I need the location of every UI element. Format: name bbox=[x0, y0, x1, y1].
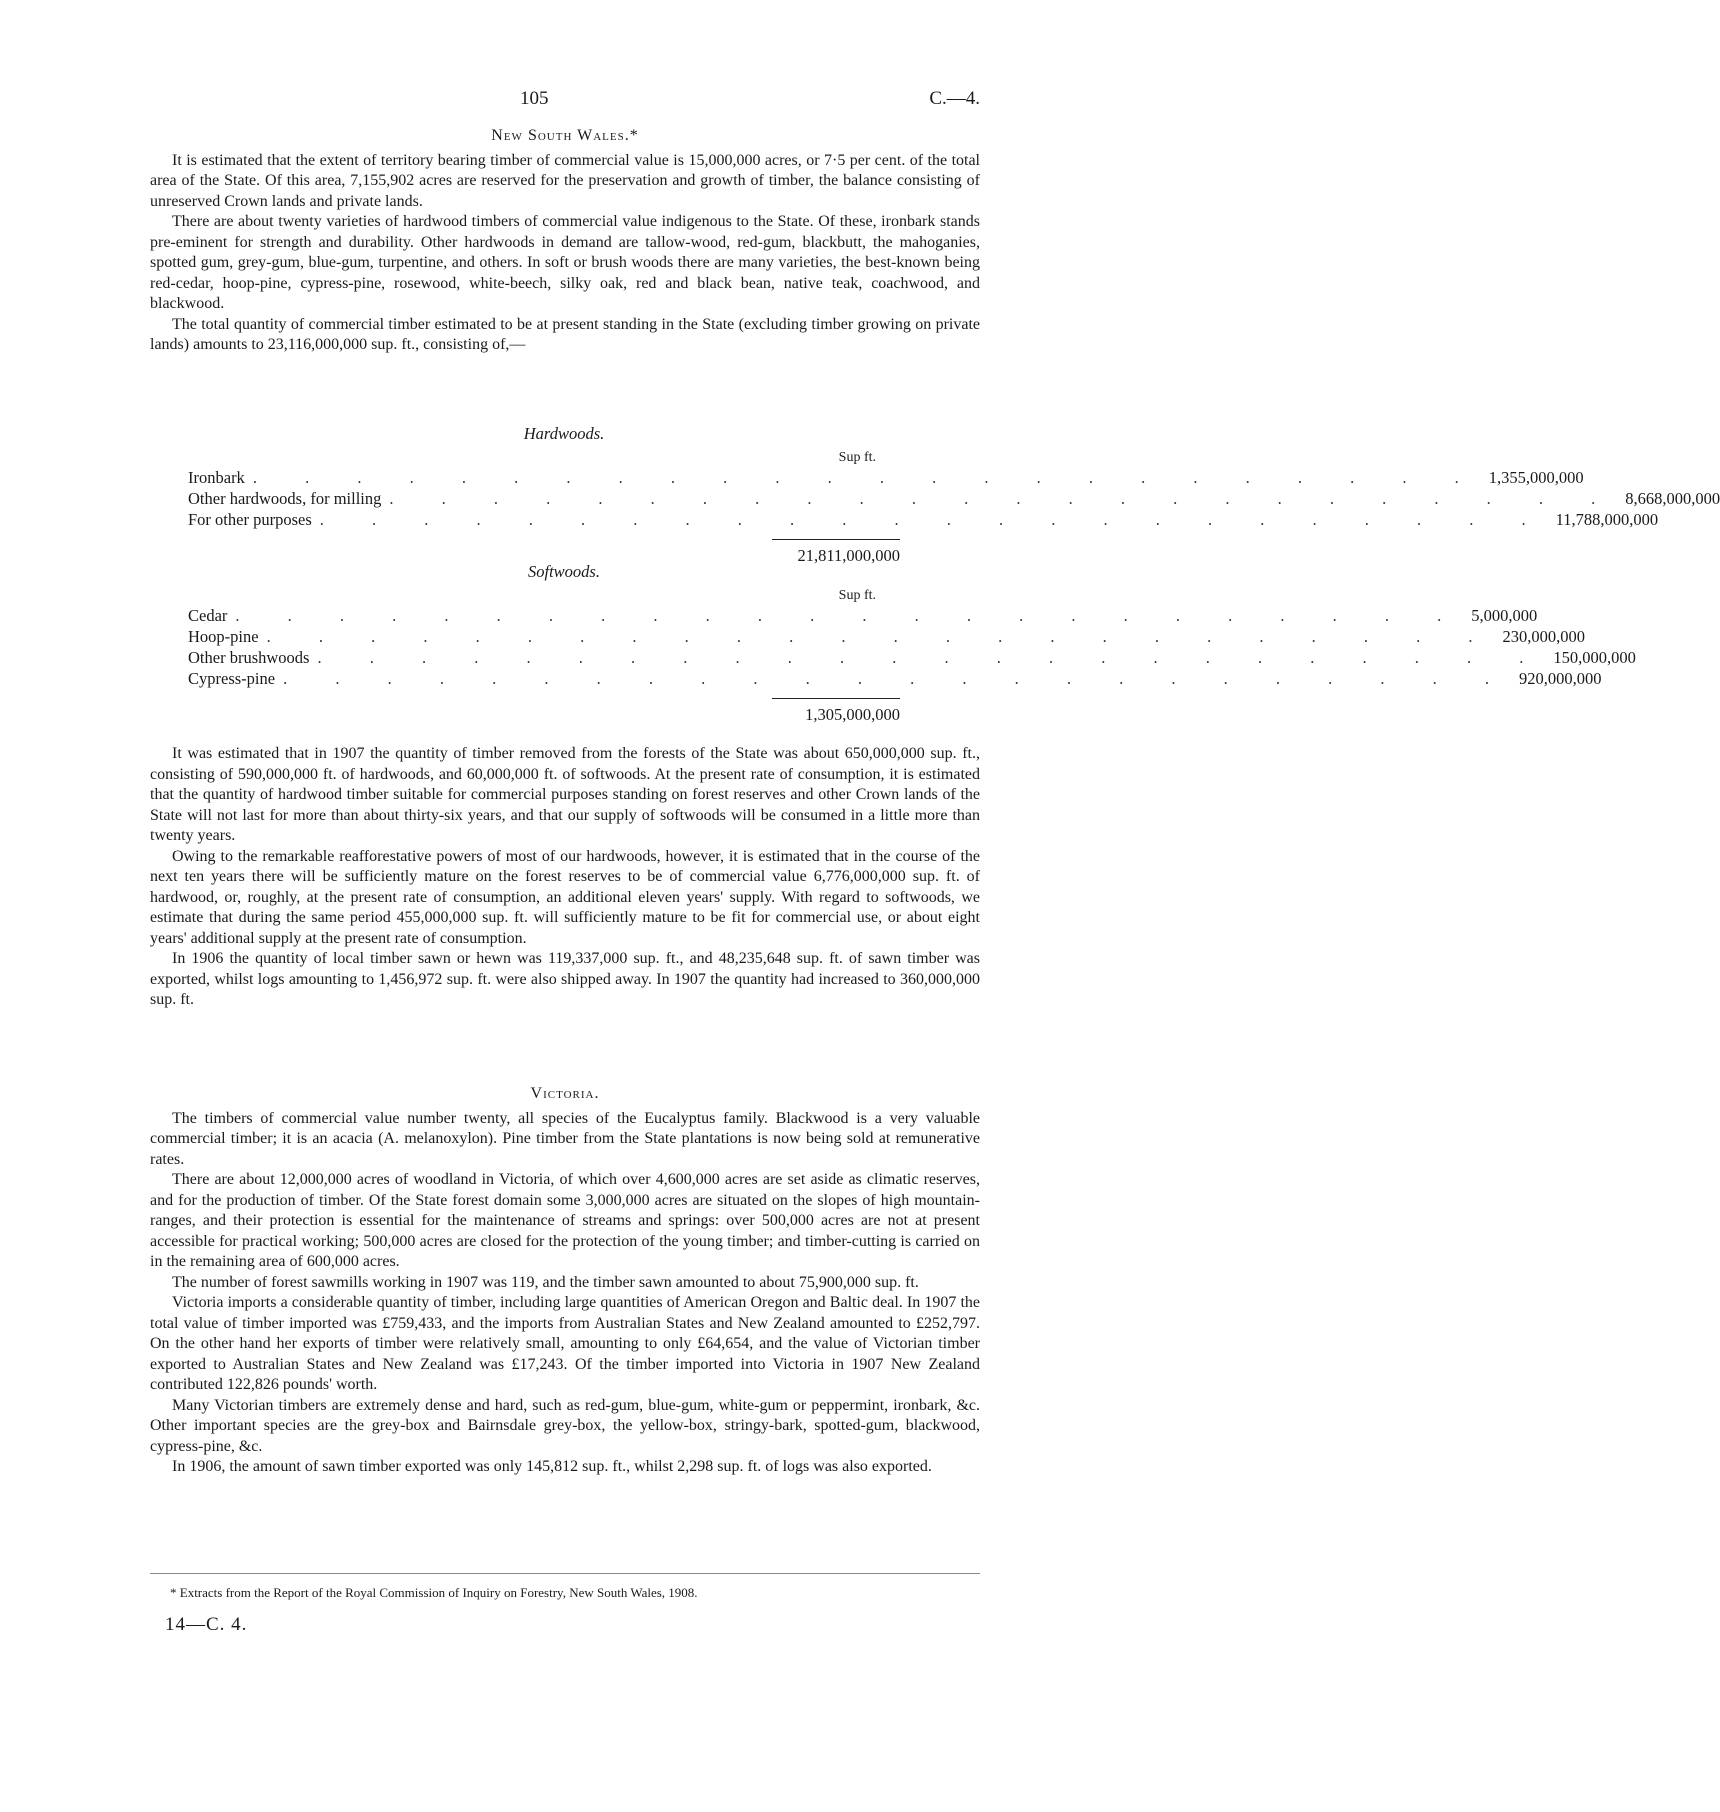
row-label: Cypress-pine bbox=[188, 669, 276, 688]
row-value: 230,000,000 bbox=[1502, 627, 1585, 646]
victoria-paragraph: The timbers of commercial value number twenty, all species of the Eucalyptus family. Blackwood is a very valuable commercial timber; it is an acacia (A. melanoxylon). Pine timber from the State plantations is now being sold at remunerative rates. bbox=[150, 1109, 980, 1168]
hardwoods-caption: Hardwoods. bbox=[523, 424, 605, 443]
nsw-paragraph: In 1906 the quantity of local timber sawn or hewn was 119,337,000 sup. ft., and 48,235,648 sup. ft. of sawn timber was exported, whilst logs amounting to 1,456,972 sup. ft. were also shipped away. In 1907 the quantity had increased to 360,000,000 sup. ft. bbox=[150, 950, 980, 1008]
victoria-paragraph: Many Victorian timbers are extremely dense and hard, such as red-gum, blue-gum, white-gum or peppermint, ironbark, &c. Other important species are the grey-box and Bairnsdale grey-box, the yellow-box, stringy-bark, spotted-gum, blackwood, cypress-pine, &c. bbox=[150, 1396, 980, 1455]
row-label: Other hardwoods, for milling bbox=[188, 489, 382, 508]
row-value: 1,355,000,000 bbox=[1488, 468, 1584, 487]
nsw-section-continued bbox=[150, 744, 980, 1011]
leader-dots: . . . . . . . . . . . . . . . . . . . . . . . . bbox=[283, 669, 1511, 688]
page-header bbox=[150, 88, 980, 112]
victoria-paragraph: The number of forest sawmills working in 1907 was 119, and the timber sawn amounted to about 75,900,000 sup. ft. bbox=[172, 1273, 919, 1291]
nsw-section bbox=[150, 126, 980, 356]
row-value: 11,788,000,000 bbox=[1555, 510, 1659, 529]
table-row bbox=[188, 627, 1585, 648]
page-number: 105 bbox=[520, 88, 549, 109]
leader-dots: . . . . . . . . . . . . . . . . . . . . . . . . bbox=[319, 510, 1548, 529]
victoria-heading: Victoria. bbox=[530, 1085, 600, 1102]
softwoods-total: 1,305,000,000 bbox=[805, 705, 900, 724]
footnote: * Extracts from the Report of the Royal Commission of Inquiry on Forestry, New South Wales, 1908. bbox=[170, 1585, 698, 1600]
row-value: 5,000,000 bbox=[1471, 606, 1538, 625]
row-label: Cedar bbox=[188, 606, 228, 625]
footnote-divider bbox=[150, 1573, 980, 1574]
signature-mark: 14—C. 4. bbox=[165, 1614, 248, 1635]
row-value: 150,000,000 bbox=[1553, 648, 1636, 667]
row-label: For other purposes bbox=[188, 510, 312, 529]
row-label: Other brushwoods bbox=[188, 648, 310, 667]
nsw-paragraph: It was estimated that in 1907 the quantity of timber removed from the forests of the State was about 650,000,000 sup. ft., consisting of 590,000,000 ft. of hardwoods, and 60,000,000 ft. of softwoods. At the present rate of consumption, it is estimated that the quantity of hardwood timber suitable for commercial purposes standing on forest reserves and other Crown lands of the State will not last for more than about thirty-six years, and that our supply of softwoods will be consumed in a little more than twenty years. bbox=[150, 745, 980, 844]
leader-dots: . . . . . . . . . . . . . . . . . . . . . . . . bbox=[389, 489, 1618, 508]
nsw-heading: New South Wales.* bbox=[491, 127, 639, 144]
victoria-paragraph: There are about 12,000,000 acres of woodland in Victoria, of which over 4,600,000 acres are set aside as climatic reserves, and for the production of timber. Of the State forest domain some 3,000,000 acres are situated on the slopes of high mountain-ranges, and their protection is essential for the maintenance of streams and springs: over 500,000 acres are not at present accessible for practical working; 500,000 acres are closed for the protection of the young timber; and timber-cutting is carried on in the remaining area of 600,000 acres. bbox=[150, 1171, 980, 1270]
nsw-paragraph: There are about twenty varieties of hardwood timbers of commercial value indigenous to the State. Of these, ironbark stands pre-eminent for strength and durability. Other hardwoods in demand are tallow-wood, red-gum, blackbutt, the mahoganies, spotted gum, grey-gum, blue-gum, turpentine, and others. In soft or brush woods there are many varieties, the best-known being red-cedar, hoop-pine, cypress-pine, rosewood, white-beech, silky oak, red and black bean, native teak, coachwood, and blackwood. bbox=[150, 213, 980, 312]
table-row bbox=[188, 606, 1538, 627]
softwoods-table bbox=[188, 562, 1636, 727]
leader-dots: . . . . . . . . . . . . . . . . . . . . . . . . bbox=[235, 606, 1464, 625]
table-row bbox=[188, 669, 1602, 690]
softwoods-caption: Softwoods. bbox=[528, 562, 600, 581]
softwoods-unit: Sup ft. bbox=[838, 588, 876, 603]
table-row bbox=[188, 468, 1584, 489]
row-label: Hoop-pine bbox=[188, 627, 259, 646]
table-row bbox=[188, 510, 1659, 531]
row-value: 920,000,000 bbox=[1518, 669, 1602, 688]
nsw-paragraph: The total quantity of commercial timber estimated to be at present standing in the State (excluding timber growing on private lands) amounts to 23,116,000,000 sup. ft., consisting of,— bbox=[150, 315, 980, 353]
victoria-paragraph: In 1906, the amount of sawn timber exported was only 145,812 sup. ft., whilst 2,298 sup. ft. of logs was also exported. bbox=[172, 1458, 932, 1475]
row-label: Ironbark bbox=[188, 468, 245, 487]
table-row bbox=[188, 648, 1636, 669]
hardwoods-table bbox=[188, 424, 1720, 568]
victoria-section bbox=[150, 1084, 980, 1478]
leader-dots: . . . . . . . . . . . . . . . . . . . . . . . . bbox=[317, 648, 1546, 667]
nsw-paragraph: Owing to the remarkable reafforestative powers of most of our hardwoods, however, it is estimated that in the course of the next ten years there will be sufficiently mature on the forest reserves to be of commercial value 6,776,000,000 sup. ft. of hardwood, or, roughly, at the present rate of consumption, an additional eleven years' supply. With regard to softwoods, we estimate that during the same period 455,000,000 sup. ft. will sufficiently mature to be fit for commercial use, or about eight years' additional supply at the present rate of consumption. bbox=[150, 847, 980, 947]
row-value: 8,668,000,000 bbox=[1625, 489, 1720, 508]
hardwoods-total: 21,811,000,000 bbox=[797, 546, 900, 565]
leader-dots: . . . . . . . . . . . . . . . . . . . . . . . . bbox=[252, 468, 1481, 487]
hardwoods-unit: Sup ft. bbox=[838, 450, 876, 465]
leader-dots: . . . . . . . . . . . . . . . . . . . . . . . . bbox=[266, 627, 1495, 646]
table-row bbox=[188, 489, 1720, 510]
victoria-paragraph: Victoria imports a considerable quantity of timber, including large quantities of American Oregon and Baltic deal. In 1907 the total value of timber imported was £759,433, and the imports from Australian States and New Zealand amounted to £252,797. On the other hand her exports of timber were relatively small, amounting to only £64,654, and the value of Victorian timber exported to Australian States and New Zealand was £17,243. Of the timber imported into Victoria in 1907 New Zealand contributed 122,826 pounds' worth. bbox=[150, 1294, 980, 1393]
document-reference: C.—4. bbox=[929, 88, 980, 109]
nsw-paragraph: It is estimated that the extent of territory bearing timber of commercial value is 15,000,000 acres, or 7·5 per cent. of the total area of the State. Of this area, 7,155,902 acres are reserved for the preservation and growth of timber, the balance consisting of unreserved Crown lands and private lands. bbox=[150, 151, 980, 210]
